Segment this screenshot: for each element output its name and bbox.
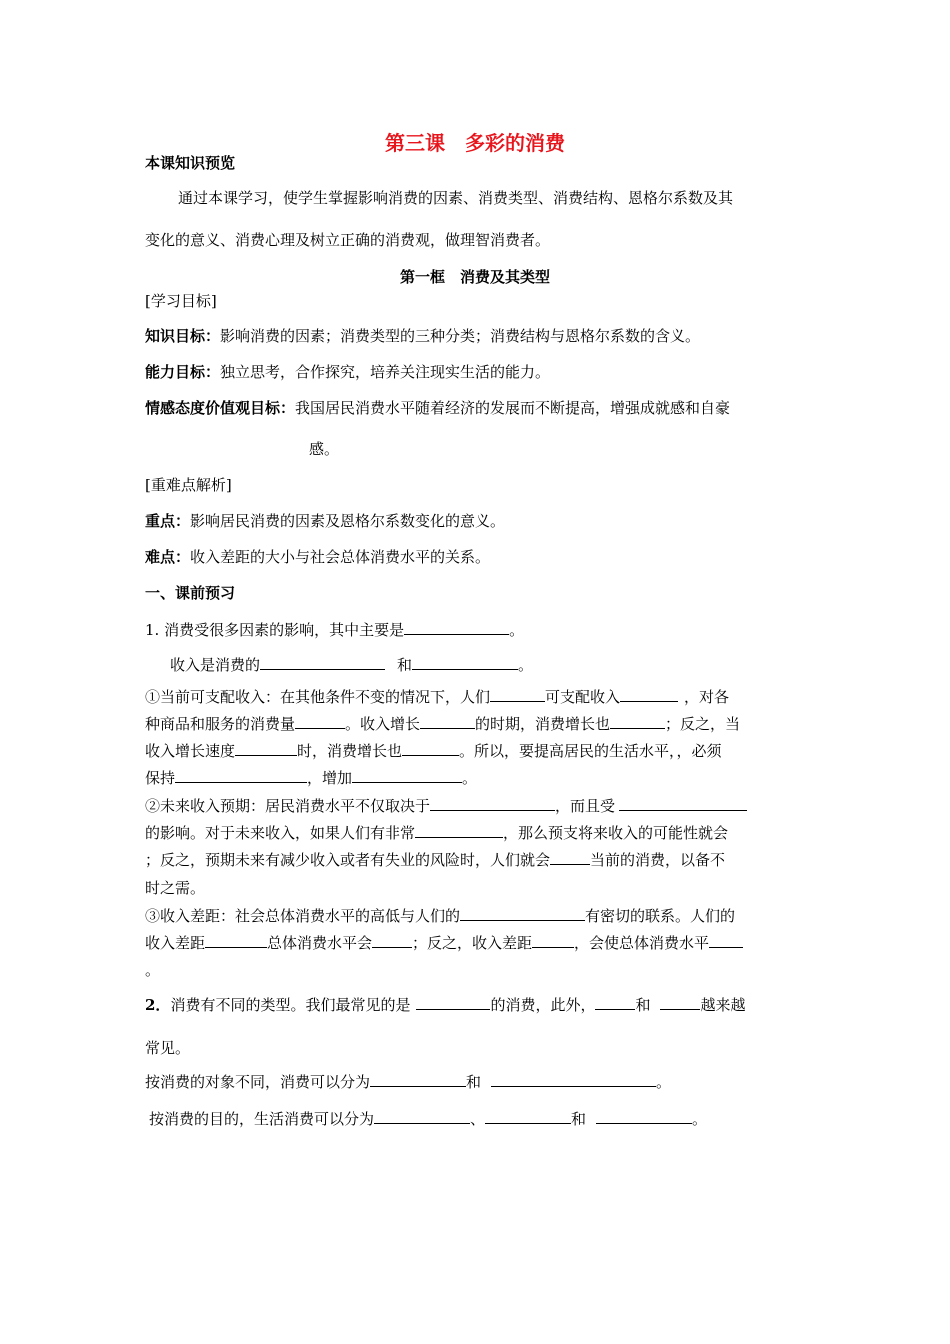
purpose-text-a: 按消费的目的，生活消费可以分为	[149, 1110, 375, 1128]
p1-l3c: 。所以，要提高居民的生活水平，，必须	[459, 742, 722, 760]
income-end: 。	[518, 656, 534, 674]
emotion-text-cont: 感。	[309, 440, 340, 458]
p3-l2c: ；反之，收入差距	[412, 934, 533, 952]
p2-line-3	[145, 850, 725, 870]
p2-blank-4[interactable]	[550, 850, 590, 865]
purpose-text-b: 、	[470, 1110, 486, 1128]
p3-blank-3[interactable]	[372, 933, 412, 948]
obj-end: 。	[656, 1073, 672, 1091]
p3-l2b: 总体消费水平会	[267, 934, 373, 952]
ability-text: 独立思考，合作探究，培养关注现实生活的能力。	[220, 363, 551, 381]
knowledge-goal	[145, 326, 700, 346]
p1-l1c: ，对各	[684, 688, 730, 706]
p1-blank-2[interactable]	[620, 687, 678, 702]
p3-l2a: 收入差距	[145, 934, 206, 952]
q2-l1c: 和	[635, 996, 651, 1014]
p2-l3b: 当前的消费，以备不	[590, 851, 726, 869]
p2-line-2	[145, 823, 728, 843]
p1-blank-5[interactable]	[610, 714, 665, 729]
q2-l1d: 越来越	[700, 996, 746, 1014]
preview-heading: 本课知识预览	[145, 154, 236, 172]
p2-l3a: ；反之，预期未来有减少收入或者有失业的风险时，人们就会	[145, 851, 551, 869]
obj-text-a: 按消费的对象不同，消费可以分为	[145, 1073, 371, 1091]
income-text-a: 收入是消费的	[170, 656, 261, 674]
p3-blank-2[interactable]	[205, 933, 267, 948]
obj-blank-2[interactable]	[491, 1072, 656, 1087]
q2-blank-3[interactable]	[660, 995, 700, 1010]
p1-blank-4[interactable]	[420, 714, 475, 729]
p1-l3a: 收入增长速度	[145, 742, 236, 760]
p3-blank-4[interactable]	[532, 933, 574, 948]
p3-blank-5[interactable]	[709, 933, 743, 948]
object-line	[145, 1072, 671, 1092]
obj-blank-1[interactable]	[370, 1072, 466, 1087]
p1-blank-8[interactable]	[175, 768, 307, 783]
purpose-blank-2[interactable]	[485, 1109, 571, 1124]
p2-l2b: ，那么预支将来收入的可能性就会	[503, 824, 729, 842]
income-blank-2[interactable]	[412, 655, 518, 670]
purpose-line	[149, 1109, 707, 1129]
page-title: 第三课 多彩的消费	[385, 131, 565, 155]
p2-blank-1[interactable]	[430, 796, 555, 811]
p1-blank-7[interactable]	[402, 741, 459, 756]
knowledge-text: 影响消费的因素；消费类型的三种分类；消费结构与恩格尔系数的含义。	[220, 327, 701, 345]
p3-l1b: 有密切的联系。人们的	[585, 907, 736, 925]
key-label: 重点：	[145, 512, 191, 530]
p1-line-1	[145, 687, 729, 707]
p3-l2d: ，会使总体消费水平	[574, 934, 710, 952]
difficult-point	[145, 547, 490, 567]
difficult-text: 收入差距的大小与社会总体消费水平的关系。	[190, 548, 491, 566]
q2-number: 2．	[145, 996, 171, 1014]
p3-line-2	[145, 933, 743, 953]
p2-line-4: 时之需。	[145, 879, 206, 897]
keypoints-heading: [重难点解析]	[145, 476, 232, 494]
obj-text-b: 和	[466, 1073, 482, 1091]
p3-line-1	[145, 906, 735, 926]
p1-l1a: ①当前可支配收入：在其他条件不变的情况下，人们	[145, 688, 491, 706]
q2-l1b: 的消费，此外，	[490, 996, 596, 1014]
preview-line-1: 通过本课学习，使学生掌握影响消费的因素、消费类型、消费结构、恩格尔系数及其	[178, 189, 734, 207]
p2-blank-2[interactable]	[619, 796, 747, 811]
p1-l4b: ，增加	[307, 769, 353, 787]
p1-line-2	[145, 714, 740, 734]
q2-blank-2[interactable]	[595, 995, 635, 1010]
q1-blank[interactable]	[404, 620, 509, 635]
income-line	[170, 655, 533, 675]
emotion-goal	[145, 398, 730, 418]
ability-goal	[145, 362, 550, 382]
p1-l4c: 。	[462, 769, 478, 787]
q1-end: 。	[509, 621, 525, 639]
p3-line-3: 。	[145, 961, 161, 979]
q2-line-1	[145, 995, 746, 1015]
purpose-end: 。	[692, 1110, 708, 1128]
p2-line-1	[145, 796, 747, 816]
p1-blank-3[interactable]	[295, 714, 345, 729]
p1-l4a: 保持	[145, 769, 176, 787]
p1-l2b: 。收入增长	[345, 715, 421, 733]
q2-l1a: 消费有不同的类型。我们最常见的是	[170, 996, 411, 1014]
p1-l2a: 种商品和服务的消费量	[145, 715, 296, 733]
knowledge-label: 知识目标：	[145, 327, 221, 345]
key-text: 影响居民消费的因素及恩格尔系数变化的意义。	[190, 512, 506, 530]
q1-line	[145, 620, 524, 640]
p2-l2a: 的影响。对于未来收入，如果人们有非常	[145, 824, 416, 842]
p1-line-3	[145, 741, 722, 761]
purpose-blank-1[interactable]	[374, 1109, 470, 1124]
p2-l1b: ，而且受	[555, 797, 616, 815]
p3-l1a: ③收入差距：社会总体消费水平的高低与人们的	[145, 907, 461, 925]
p1-l2c: 的时期，消费增长也	[475, 715, 611, 733]
key-point	[145, 511, 505, 531]
frame-title: 第一框 消费及其类型	[399, 268, 550, 286]
p1-blank-1[interactable]	[490, 687, 545, 702]
q1-text: 1. 消费受很多因素的影响，其中主要是	[145, 621, 405, 639]
q2-line-2: 常见。	[145, 1039, 191, 1057]
section1-heading: 一、课前预习	[145, 584, 236, 602]
q2-blank-1[interactable]	[416, 995, 490, 1010]
p1-l3b: 时，消费增长也	[297, 742, 403, 760]
purpose-blank-3[interactable]	[596, 1109, 692, 1124]
purpose-text-c: 和	[571, 1110, 587, 1128]
p2-l1a: ②未来收入预期：居民消费水平不仅取决于	[145, 797, 431, 815]
p1-l2d: ；反之，当	[665, 715, 741, 733]
income-text-b: 和	[397, 656, 413, 674]
difficult-label: 难点：	[145, 548, 191, 566]
ability-label: 能力目标：	[145, 363, 221, 381]
p1-blank-9[interactable]	[352, 768, 462, 783]
goals-heading: [学习目标]	[145, 292, 217, 310]
preview-line-2: 变化的意义、消费心理及树立正确的消费观，做理智消费者。	[145, 231, 551, 249]
emotion-label: 情感态度价值观目标：	[145, 399, 296, 417]
income-blank-1[interactable]	[260, 655, 385, 670]
p3-blank-1[interactable]	[460, 906, 585, 921]
p1-l1b: 可支配收入	[545, 688, 621, 706]
emotion-text: 我国居民消费水平随着经济的发展而不断提高，增强成就感和自豪	[295, 399, 731, 417]
p1-blank-6[interactable]	[235, 741, 297, 756]
p2-blank-3[interactable]	[415, 823, 503, 838]
p1-line-4	[145, 768, 477, 788]
